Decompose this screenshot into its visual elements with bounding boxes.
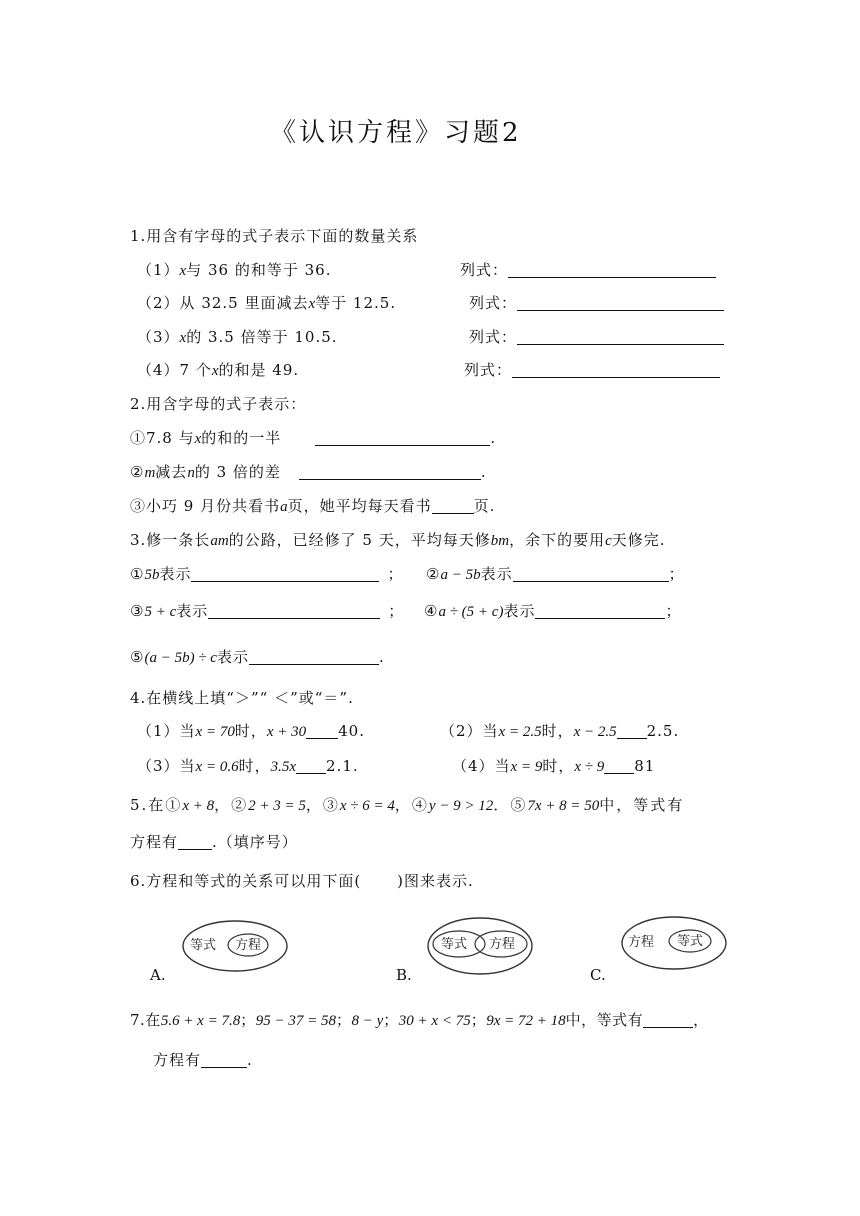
q2-item-2: ②m减去n的 3 倍的差 .: [130, 463, 487, 481]
q1-stem: 1.用含有字母的式子表示下面的数量关系: [130, 227, 419, 245]
q3-part-4: ④a ÷ (5 + c)表示 ；: [424, 602, 682, 620]
q3-part-3: ③5 + c表示 ；: [130, 602, 405, 620]
option-b-label[interactable]: B.: [396, 966, 412, 984]
q4-item-4: （4）当x = 9时，x ÷ 9 81: [452, 757, 656, 775]
answer-blank[interactable]: [315, 429, 490, 446]
q1-item-1: （1）x与 36 的和等于 36.: [137, 261, 332, 279]
answer-blank[interactable]: [208, 602, 380, 619]
venn-diagram-b: [425, 915, 535, 977]
label-equation: 等式: [441, 937, 468, 952]
q7-line-1: 7.在5.6 + x = 7.8；95 − 37 = 58；8 − y；30 + x < 75；9x = 72 + 18中，等式有 ，: [130, 1011, 709, 1029]
answer-blank[interactable]: [508, 261, 716, 278]
q1-item-2: （2）从 32.5 里面减去x等于 12.5.: [137, 294, 397, 312]
q1-answer-4: 列式：: [464, 360, 720, 380]
label-equation: 等式: [677, 934, 704, 949]
q7-line-2: 方程有 .: [153, 1051, 253, 1069]
answer-blank[interactable]: [604, 757, 634, 774]
answer-blank[interactable]: [432, 497, 474, 514]
answer-blank[interactable]: [643, 1011, 693, 1028]
option-c-label[interactable]: C.: [590, 966, 606, 984]
answer-blank[interactable]: [296, 757, 326, 774]
label-fangcheng: 方程: [489, 937, 516, 952]
answer-blank[interactable]: [178, 833, 212, 850]
q2-item-3: ③小巧 9 月份共看书a页，她平均每天看书 页.: [130, 497, 496, 515]
q5-line-1: 5.在①x + 8，②2 + 3 = 5，③x ÷ 6 = 4，④y − 9 > 12．⑤7x + 8 = 50中，等式有: [130, 796, 685, 814]
q3-part-1: ①5b表示 ；: [130, 565, 404, 583]
answer-blank[interactable]: [512, 361, 720, 378]
answer-blank[interactable]: [306, 722, 338, 739]
q1-item-3: （3）x的 3.5 倍等于 10.5.: [137, 328, 338, 346]
label-fangcheng: 方程: [628, 935, 655, 950]
q2-item-1: ①7.8 与x的和的一半 .: [130, 429, 497, 447]
q4-item-3: （3）当x = 0.6时，3.5x 2.1.: [137, 757, 359, 775]
q4-item-2: （2）当x = 2.5时，x − 2.5 2.5.: [440, 722, 680, 740]
label-equation: 等式: [190, 938, 217, 953]
page-title: 《认识方程》习题2: [270, 118, 522, 148]
option-a-label[interactable]: A.: [150, 966, 166, 984]
answer-blank[interactable]: [617, 722, 647, 739]
q3-part-2: ②a − 5b表示 ；: [426, 565, 685, 583]
q6-stem: 6.方程和等式的关系可以用下面( )图来表示.: [130, 872, 474, 890]
q2-stem: 2.用含字母的式子表示：: [130, 395, 307, 413]
answer-blank[interactable]: [513, 565, 669, 582]
label-fangcheng: 方程: [235, 938, 262, 953]
answer-blank[interactable]: [201, 1051, 247, 1068]
q5-line-2: 方程有 .（填序号）: [130, 833, 298, 851]
answer-blank[interactable]: [517, 294, 724, 311]
q3-stem: 3.修一条长am的公路，已经修了 5 天，平均每天修bm，余下的要用c天修完.: [130, 531, 666, 549]
answer-blank[interactable]: [191, 565, 379, 582]
q1-answer-1: 列式：: [460, 260, 716, 280]
answer-blank[interactable]: [517, 328, 724, 345]
q4-item-1: （1）当x = 70时，x + 30 40.: [137, 722, 365, 740]
venn-diagram-a: [180, 918, 290, 974]
answer-blank[interactable]: [249, 648, 379, 665]
answer-blank[interactable]: [535, 602, 665, 619]
q4-stem: 4.在横线上填“＞”“ ＜”或“＝”.: [130, 689, 354, 707]
venn-diagram-c: [618, 914, 730, 972]
answer-blank[interactable]: [299, 463, 481, 480]
q1-answer-2: 列式：: [469, 293, 724, 313]
q1-answer-3: 列式：: [469, 327, 724, 347]
q3-part-5: ⑤(a − 5b) ÷ c表示 .: [130, 648, 385, 666]
q1-item-4: （4）7 个x的和是 49.: [137, 361, 300, 379]
